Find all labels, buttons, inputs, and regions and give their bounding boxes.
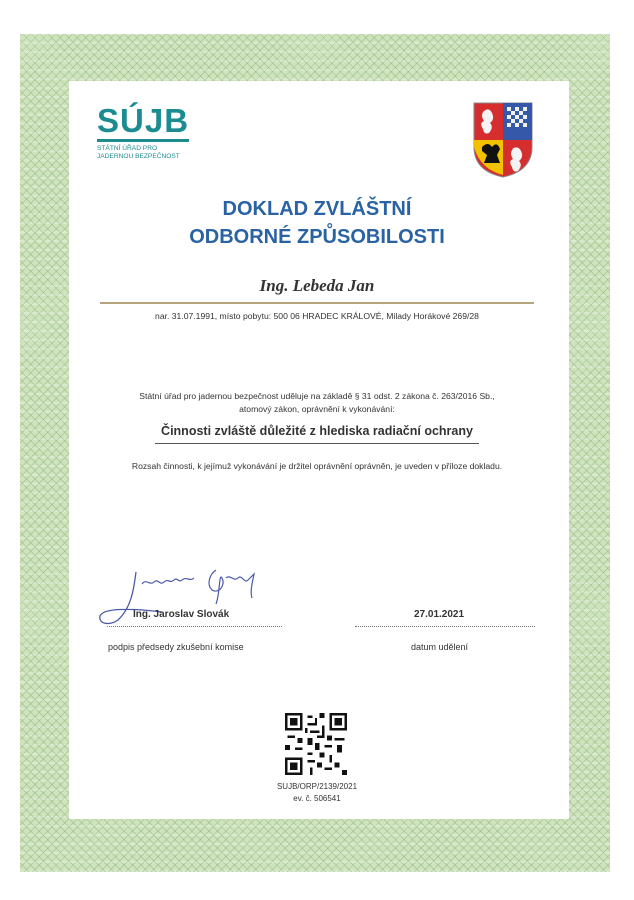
activity-divider [155, 443, 479, 444]
signature-caption: podpis předsedy zkušební komise [108, 642, 244, 652]
holder-name: Ing. Lebeda Jan [259, 276, 375, 295]
certificate-body [69, 81, 569, 819]
logo-subtitle-line1: STÁTNÍ ÚŘAD PRO [97, 145, 158, 152]
holder-birth-address: nar. 31.07.1991, místo pobytu: 500 06 HRADEC KRÁLOVÉ, Milady Horákové 269/28 [155, 311, 479, 321]
certificate-title-line2: ODBORNÉ ZPŮSOBILOSTI [189, 226, 445, 248]
evidence-number: ev. č. 506541 [293, 794, 341, 803]
certificate-title-line1: DOKLAD ZVLÁŠTNÍ [222, 198, 412, 220]
sujb-logo [97, 102, 190, 161]
date-line [355, 626, 535, 627]
signature-line [107, 626, 282, 627]
name-divider [100, 302, 534, 304]
date-caption: datum udělení [411, 642, 469, 652]
grant-line2: atomový zákon, oprávnění k vykonávání: [239, 404, 395, 414]
issue-date: 27.01.2021 [414, 609, 465, 620]
grant-statement [100, 390, 534, 416]
logo-mark: SÚJB [97, 104, 189, 142]
logo-subtitle-line2: JADERNOU BEZPEČNOST [97, 153, 180, 160]
scope-statement: Rozsah činnosti, k jejímuž vykonávání je držitel oprávnění oprávněn, je uveden v příloze dokladu. [131, 461, 503, 471]
qr-code-icon [285, 713, 347, 775]
reference-number: SUJB/ORP/2139/2021 [276, 782, 358, 791]
grant-line1: Státní úřad pro jadernou bezpečnost uděluje na základě § 31 odst. 2 zákona č. 263/2016 Sb., [139, 391, 495, 401]
authorized-activity: Činnosti zvláště důležité z hlediska radiační ochrany [161, 424, 473, 438]
signer-name: Ing. Jaroslav Slovák [133, 609, 230, 620]
reference-block [250, 781, 384, 805]
handwritten-signature [98, 560, 308, 645]
coat-of-arms-icon [472, 101, 534, 179]
